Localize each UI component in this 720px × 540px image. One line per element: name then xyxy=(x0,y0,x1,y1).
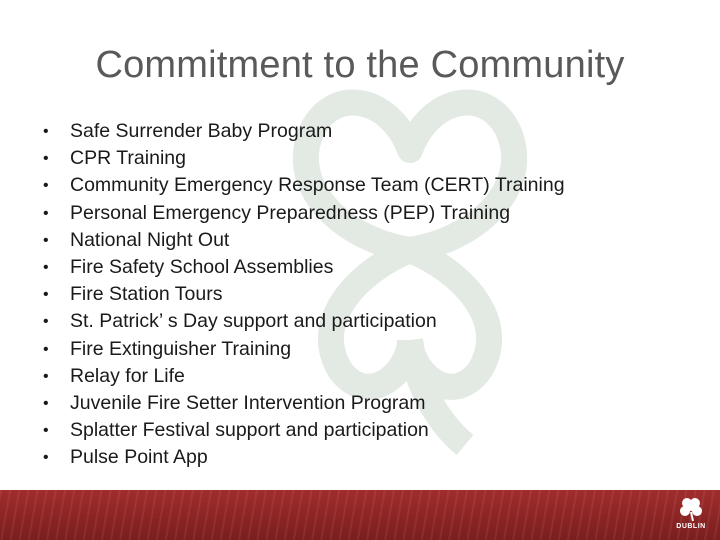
slide-title: Commitment to the Community xyxy=(95,44,625,86)
bullet-icon: • xyxy=(43,123,49,140)
list-item xyxy=(40,336,680,363)
list-item xyxy=(40,254,680,281)
list-item xyxy=(40,200,680,227)
footer-bar xyxy=(0,490,720,540)
bullet-icon: • xyxy=(43,286,49,304)
logo-text: DUBLIN xyxy=(676,523,706,530)
list-item-text: Safe Surrender Baby Program xyxy=(70,120,333,142)
list-item xyxy=(40,417,680,444)
list-item xyxy=(40,281,680,308)
list-item xyxy=(40,390,680,417)
list-item-text: Fire Station Tours xyxy=(70,283,223,306)
bullet-icon: • xyxy=(43,204,49,222)
list-item xyxy=(40,145,680,172)
list-item-text: Relay for Life xyxy=(70,364,185,387)
list-item-text: Personal Emergency Preparedness (PEP) Training xyxy=(70,201,511,224)
bullet-icon: • xyxy=(43,177,49,195)
bullet-icon: • xyxy=(43,422,49,440)
list-item-text: Juvenile Fire Setter Intervention Program xyxy=(70,391,426,414)
list-item-text: Pulse Point App xyxy=(70,446,208,469)
list-item-text: Fire Extinguisher Training xyxy=(70,337,292,360)
list-item xyxy=(40,363,680,390)
list-item xyxy=(40,118,680,145)
list-item xyxy=(40,308,680,335)
bullet-icon: • xyxy=(43,313,49,331)
list-item-text: Community Emergency Response Team (CERT) Training xyxy=(70,174,565,197)
list-item-text: Fire Safety School Assemblies xyxy=(70,255,334,278)
bullet-icon: • xyxy=(43,231,49,249)
bullet-icon: • xyxy=(43,150,49,168)
bullet-icon: • xyxy=(43,258,49,276)
bullet-icon: • xyxy=(43,340,49,358)
list-item xyxy=(40,444,680,471)
shamrock-icon xyxy=(668,492,714,538)
bullet-icon: • xyxy=(43,394,49,412)
bullet-icon: • xyxy=(43,449,49,467)
list-item xyxy=(40,172,680,199)
list-item-text: Splatter Festival support and participation xyxy=(70,419,429,442)
list-item xyxy=(40,227,680,254)
footer-texture xyxy=(0,490,720,540)
bullet-icon: • xyxy=(43,367,49,385)
list-item-text: National Night Out xyxy=(70,228,230,251)
bullet-list xyxy=(40,118,680,471)
list-item-text: St. Patrick’ s Day support and participation xyxy=(70,310,437,333)
list-item-text: CPR Training xyxy=(70,147,186,170)
